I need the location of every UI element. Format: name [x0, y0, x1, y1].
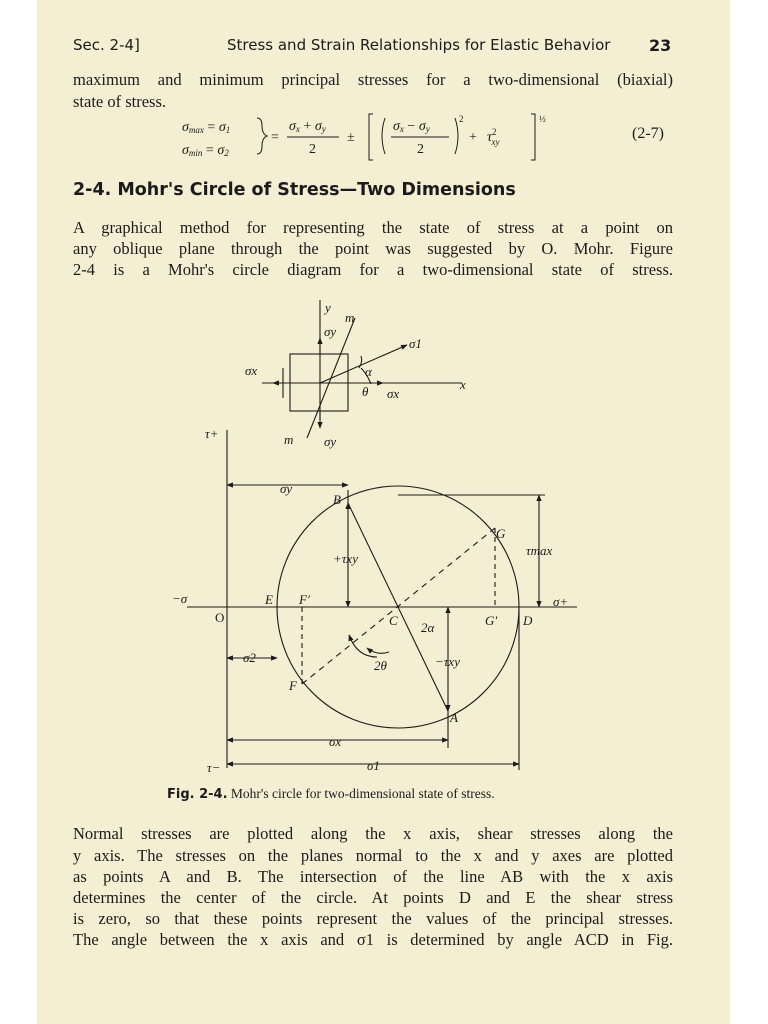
- point-D: D: [523, 613, 533, 628]
- point-G: G: [496, 526, 506, 541]
- sigma1-direction: [320, 345, 407, 383]
- running-head-title: Stress and Strain Relationships for Elastic Behavior: [227, 36, 611, 54]
- label-sigma-x-right: σx: [387, 386, 400, 401]
- figure-caption: [167, 786, 495, 802]
- label-theta: θ: [362, 384, 369, 399]
- two-theta-arc-inner: [349, 635, 377, 657]
- label-sigma-x-left: σx: [245, 363, 258, 378]
- svg-text:2: 2: [417, 142, 424, 157]
- point-B: B: [333, 492, 341, 507]
- point-C: C: [389, 613, 398, 628]
- svg-text:σmin = σ2: σmin = σ2: [182, 143, 229, 158]
- intro-line: state of stress.: [73, 92, 167, 111]
- running-head-section: Sec. 2-4]: [73, 36, 140, 54]
- svg-text:±: ±: [347, 130, 355, 145]
- label-origin: O: [215, 610, 225, 625]
- equation-number: (2-7): [632, 125, 664, 142]
- svg-text:σx − σy: σx − σy: [393, 119, 430, 134]
- svg-text:=: =: [271, 130, 279, 145]
- label-two-alpha: 2α: [421, 620, 435, 635]
- label-sigma-minus: −σ: [172, 591, 188, 606]
- label-sigma-1: σ1: [409, 336, 422, 351]
- label-tau-minus: τ−: [207, 760, 221, 775]
- label-x: x: [460, 377, 466, 392]
- two-theta-arc: [367, 648, 389, 653]
- paragraph2-line: is zero, so that these points represent the values of the principal stresses.: [73, 909, 673, 928]
- svg-text:τ2xy: $\tau^2$ xy: [487, 127, 500, 147]
- point-F: F: [289, 678, 297, 693]
- point-F-prime: F′: [299, 592, 310, 607]
- dim-sigma-x: σx: [329, 734, 342, 749]
- dim-sigma-y: σy: [280, 481, 293, 496]
- paragraph1-line: 2-4 is a Mohr's circle diagram for a two-dimensional state of stress.: [73, 260, 673, 279]
- label-y: y: [325, 300, 331, 315]
- point-A: A: [450, 710, 458, 725]
- svg-text:σx + σy: σx + σy: [289, 119, 326, 134]
- point-G-prime: G′: [485, 613, 498, 628]
- mohr-circle-figure: [37, 290, 730, 780]
- paragraph2-line: as points A and B. The intersection of the line AB with the x axis: [73, 867, 673, 886]
- paragraph1-line: any oblique plane through the point was suggested by O. Mohr. Figure: [73, 239, 673, 258]
- svg-text:½: ½: [539, 114, 546, 124]
- line-FG: [302, 528, 498, 684]
- paragraph2-line: y axis. The stresses on the planes normal to the x and y axes are plotted: [73, 846, 673, 865]
- label-plus-tau-xy: +τxy: [333, 551, 358, 566]
- svg-text:σmax = σ1: σmax = σ1: [182, 120, 231, 135]
- stress-element-diagram: [262, 300, 462, 438]
- svg-text:2: 2: [459, 114, 464, 124]
- label-tau-plus: τ+: [205, 426, 219, 441]
- label-alpha: α: [365, 364, 372, 379]
- paragraph1-line: A graphical method for representing the state of stress at a point on: [73, 218, 673, 237]
- dim-sigma-1: σ1: [367, 758, 380, 773]
- label-two-theta: 2θ: [374, 658, 387, 673]
- label-sigma-y-bottom: σy: [324, 434, 337, 449]
- label-minus-tau-xy: −τxy: [435, 654, 460, 669]
- paragraph2-line: determines the center of the circle. At points D and E the shear stress: [73, 888, 673, 907]
- point-E: E: [265, 592, 273, 607]
- label-sigma-plus: σ+: [553, 594, 569, 609]
- section-heading: 2-4. Mohr's Circle of Stress—Two Dimensions: [73, 180, 516, 200]
- book-page: [37, 0, 730, 1024]
- intro-line: maximum and minimum principal stresses for a two-dimensional (biaxial): [73, 70, 673, 89]
- page-number: 23: [649, 36, 672, 55]
- paragraph2-line: The angle between the x axis and σ1 is determined by angle ACD in Fig.: [73, 930, 673, 949]
- dim-sigma-2: σ2: [243, 650, 256, 665]
- caption-label: Fig. 2-4.: [167, 787, 228, 802]
- label-tau-max: τmax: [526, 543, 553, 558]
- principal-stress-equation: [37, 108, 730, 164]
- label-sigma-y-top: σy: [324, 324, 337, 339]
- svg-text:2: 2: [309, 142, 316, 157]
- paragraph2-line: Normal stresses are plotted along the x axis, shear stresses along the: [73, 824, 673, 843]
- caption-text: Mohr's circle for two-dimensional state of stress.: [230, 786, 495, 801]
- label-m-bottom: m: [284, 432, 294, 447]
- label-m-top: m: [345, 310, 355, 325]
- svg-text:+: +: [469, 130, 477, 145]
